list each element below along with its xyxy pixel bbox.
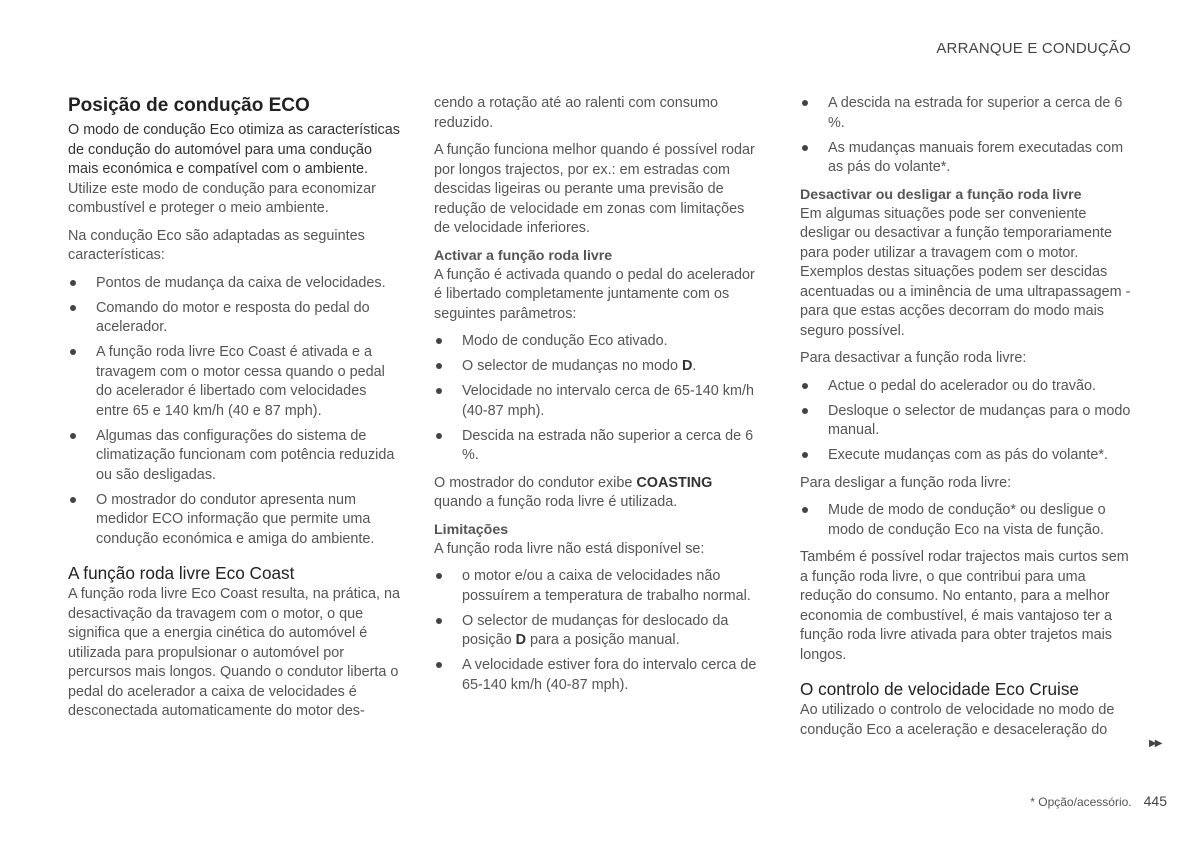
bullet-icon <box>70 280 76 286</box>
paragraph: Em algumas situações pode ser conveniente desligar ou desactivar a função temporariamente para poder utilizar a travagem com o motor. Exemplos destas situações podem ser descidas acentuadas ou a iminência de uma ultrapassagem - para que estas acções decorram do modo mais seguro possível. <box>800 205 1131 339</box>
list-item <box>800 501 1134 540</box>
text: quando a função roda livre é utilizada. <box>434 494 678 510</box>
list-item-text: O selector de mudanças for deslocado da posição <box>462 612 729 648</box>
list-item-text: para a posição manual. <box>526 632 680 648</box>
bullet-icon <box>802 452 808 458</box>
paragraph: A função funciona melhor quando é possível rodar por longos trajectos, por ex.: em estradas com descidas ligeiras ou perante uma previsão de redução de velocidade em zonas com limitações de velocidade inferiores. <box>434 142 755 236</box>
bullet-icon <box>802 100 808 106</box>
list-item <box>68 427 400 486</box>
list-item-text: Desloque o selector de mudanças para o modo manual. <box>828 402 1131 438</box>
list-item-text: o motor e/ou a caixa de velocidades não possuírem a temperatura de trabalho normal. <box>462 568 751 604</box>
list-item <box>434 357 762 377</box>
paragraph: A função roda livre Eco Coast resulta, na prática, na desactivação da travagem com o motor, o que significa que a energia cinética do automóvel é utilizada para propulsionar o automóvel por percursos mais longos. Quando o condutor liberta o pedal do acelerador a caixa de velocidades é desconectada automaticamente do motor des- <box>68 586 400 719</box>
list-item <box>68 491 400 550</box>
bullet-icon <box>436 618 442 624</box>
list-item <box>68 274 400 294</box>
column-3 <box>800 94 1134 740</box>
list-item <box>434 612 762 651</box>
list-item-text: Actue o pedal do acelerador ou do travão. <box>828 377 1097 394</box>
column-1 <box>68 94 400 722</box>
list-item <box>68 343 400 421</box>
bullet-icon <box>436 338 442 344</box>
list-item <box>800 377 1134 397</box>
list-item-text: As mudanças manuais forem executadas com as pás do volante*. <box>828 139 1124 175</box>
paragraph: Utilize este modo de condução para economizar combustível e proteger o meio ambiente. <box>68 180 376 216</box>
punctuation: . <box>692 358 697 374</box>
section-heading-eco-coast: A função roda livre Eco Coast <box>68 563 295 583</box>
bullet-icon <box>802 383 808 389</box>
footnote: * Opção/acessório. <box>1030 795 1132 809</box>
page-number: 445 <box>1143 793 1167 809</box>
list-item <box>434 332 762 352</box>
gear-d-label: D <box>515 632 527 648</box>
paragraph: A função roda livre não está disponível se: <box>434 540 705 557</box>
bullet-icon <box>802 145 808 151</box>
list-item-text: Comando do motor e resposta do pedal do acelerador. <box>96 299 370 335</box>
list-item <box>800 402 1134 441</box>
bullet-list <box>434 567 762 695</box>
column-2 <box>434 94 762 695</box>
bullet-icon <box>436 662 442 668</box>
list-item-text: A descida na estrada for superior a cerca de 6 %. <box>828 95 1123 131</box>
gear-d-label: D <box>681 358 693 374</box>
bullet-icon <box>802 408 808 414</box>
bullet-icon <box>436 573 442 579</box>
paragraph: A função é activada quando o pedal do acelerador é libertado completamente juntamente com os seguintes parâmetros: <box>434 266 755 322</box>
bullet-icon <box>436 433 442 439</box>
bullet-icon <box>70 349 76 355</box>
bullet-list <box>68 274 400 550</box>
paragraph: Na condução Eco são adaptadas as seguintes características: <box>68 227 365 263</box>
list-item-text: Pontos de mudança da caixa de velocidades. <box>96 274 386 291</box>
bullet-icon <box>70 497 76 503</box>
bullet-icon <box>802 507 808 513</box>
paragraph <box>434 474 762 513</box>
bullet-icon <box>70 433 76 439</box>
bullet-list <box>800 94 1134 178</box>
paragraph: Para desactivar a função roda livre: <box>800 350 1027 366</box>
list-item <box>434 567 762 606</box>
page-footer <box>1030 793 1167 809</box>
list-item <box>800 446 1134 466</box>
lead-paragraph: O modo de condução Eco otimiza as características de condução do automóvel para uma condução mais económica e compatível com o ambiente. <box>68 122 400 177</box>
subheading-activate: Activar a função roda livre <box>434 247 613 264</box>
list-item-text: Mude de modo de condução* ou desligue o modo de condução Eco na vista de função. <box>828 502 1106 538</box>
section-heading-eco-mode: Posição de condução ECO <box>68 95 310 116</box>
running-head: ARRANQUE E CONDUÇÃO <box>936 40 1131 57</box>
list-item <box>68 299 400 338</box>
bullet-icon <box>436 363 442 369</box>
bullet-list <box>800 501 1134 540</box>
bullet-icon <box>436 388 442 394</box>
bullet-icon <box>70 305 76 311</box>
coasting-label: COASTING <box>636 474 713 491</box>
list-item <box>800 94 1134 133</box>
text: O mostrador do condutor exibe <box>434 474 637 491</box>
list-item-text: Execute mudanças com as pás do volante*. <box>828 447 1108 463</box>
subheading-limitations: Limitações <box>434 521 509 538</box>
paragraph: Também é possível rodar trajectos mais curtos sem a função roda livre, o que contribui para uma redução do consumo. No entanto, para a melhor economia de combustível, é mais vantajoso ter a função roda livre ativada para obter trajetos mais longos. <box>800 549 1129 663</box>
bullet-list <box>434 332 762 466</box>
paragraph: Ao utilizado o controlo de velocidade no modo de condução Eco a aceleração e desaceleração do <box>800 702 1115 738</box>
list-item-text: A função roda livre Eco Coast é ativada e a travagem com o motor cessa quando o pedal do acelerador é libertado com velocidades entre 65 e 140 km/h (40 e 87 mph). <box>96 344 385 419</box>
section-heading-eco-cruise: O controlo de velocidade Eco Cruise <box>800 679 1079 699</box>
list-item-text: Velocidade no intervalo cerca de 65-140 km/h (40-87 mph). <box>462 383 754 419</box>
list-item <box>800 139 1134 178</box>
list-item-text: O selector de mudanças no modo <box>462 358 682 374</box>
paragraph: Para desligar a função roda livre: <box>800 474 1012 491</box>
list-item-text: O mostrador do condutor apresenta num medidor ECO informação que permite uma condução económica e amiga do ambiente. <box>96 491 375 547</box>
list-item-text: A velocidade estiver fora do intervalo cerca de 65-140 km/h (40-87 mph). <box>462 657 757 693</box>
bullet-list <box>800 377 1134 466</box>
list-item-text: Modo de condução Eco ativado. <box>462 333 668 349</box>
list-item <box>434 382 762 421</box>
list-item-text: Descida na estrada não superior a cerca de 6 %. <box>462 427 754 463</box>
continue-arrows-icon: ▶▶ <box>1149 738 1161 749</box>
list-item <box>434 427 762 466</box>
list-item <box>434 656 762 695</box>
list-item-text: Algumas das configurações do sistema de climatização funcionam com potência reduzida ou são desligadas. <box>96 427 395 483</box>
paragraph: cendo a rotação até ao ralenti com consumo reduzido. <box>434 95 718 131</box>
subheading-deactivate: Desactivar ou desligar a função roda livre <box>800 186 1082 203</box>
